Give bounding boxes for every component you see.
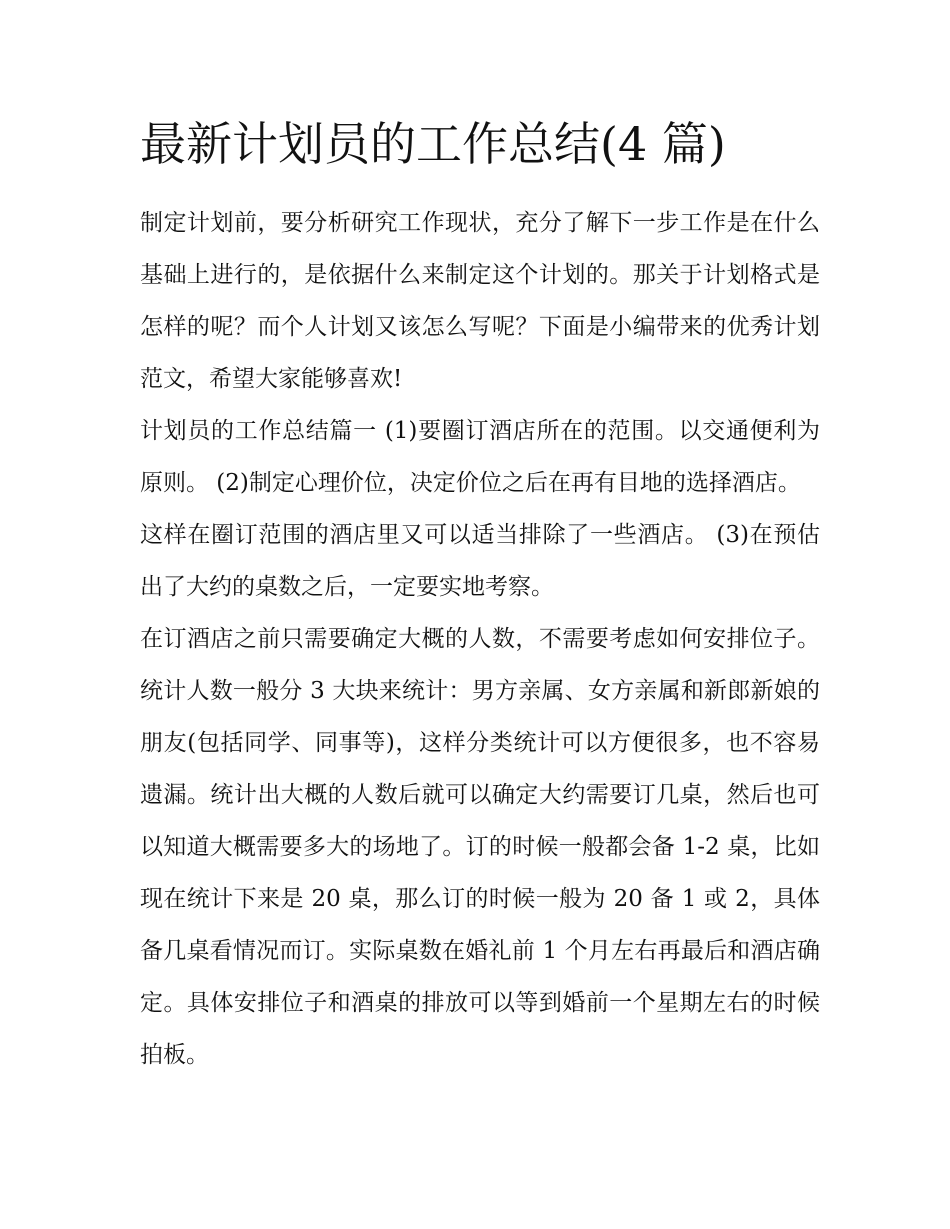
document-body — [140, 197, 820, 1081]
paragraph-section-one: 计划员的工作总结篇一 (1)要圈订酒店所在的范围。以交通便利为原则。 (2)制定心理价位，决定价位之后在再有目地的选择酒店。 — [140, 418, 820, 496]
paragraph-guest-count: 在订酒店之前只需要确定大概的人数，不需要考虑如何安排位子。统计人数一般分 3 大块来统计：男方亲属、女方亲属和新郎新娘的朋友(包括同学、同事等)，这样分类统计可以方便很多，也不容易遗漏。统计出大概的人数后就可以确定大约需要订几桌，然后也可以知道大概需要多大的场地了。订的时候一般都会备 1-2 桌，比如现在统计下来是 20 桌，那么订的时候一般为 20 备 1 或 2，具体备几桌看情况而订。实际桌数在婚礼前 1 个月左右再最后和酒店确定。具体安排位子和酒桌的排放可以等到婚前一个星期左右的时候拍板。 — [140, 626, 820, 1068]
paragraph-intro: 制定计划前，要分析研究工作现状，充分了解下一步工作是在什么基础上进行的，是依据什么来制定这个计划的。那关于计划格式是怎样的呢？而个人计划又该怎么写呢？下面是小编带来的优秀计划范文，希望大家能够喜欢! — [140, 210, 820, 392]
document-title: 最新计划员的工作总结(4 篇) — [140, 117, 726, 171]
paragraph-hotel-filter: 这样在圈订范围的酒店里又可以适当排除了一些酒店。 (3)在预估出了大约的桌数之后，一定要实地考察。 — [140, 522, 820, 600]
